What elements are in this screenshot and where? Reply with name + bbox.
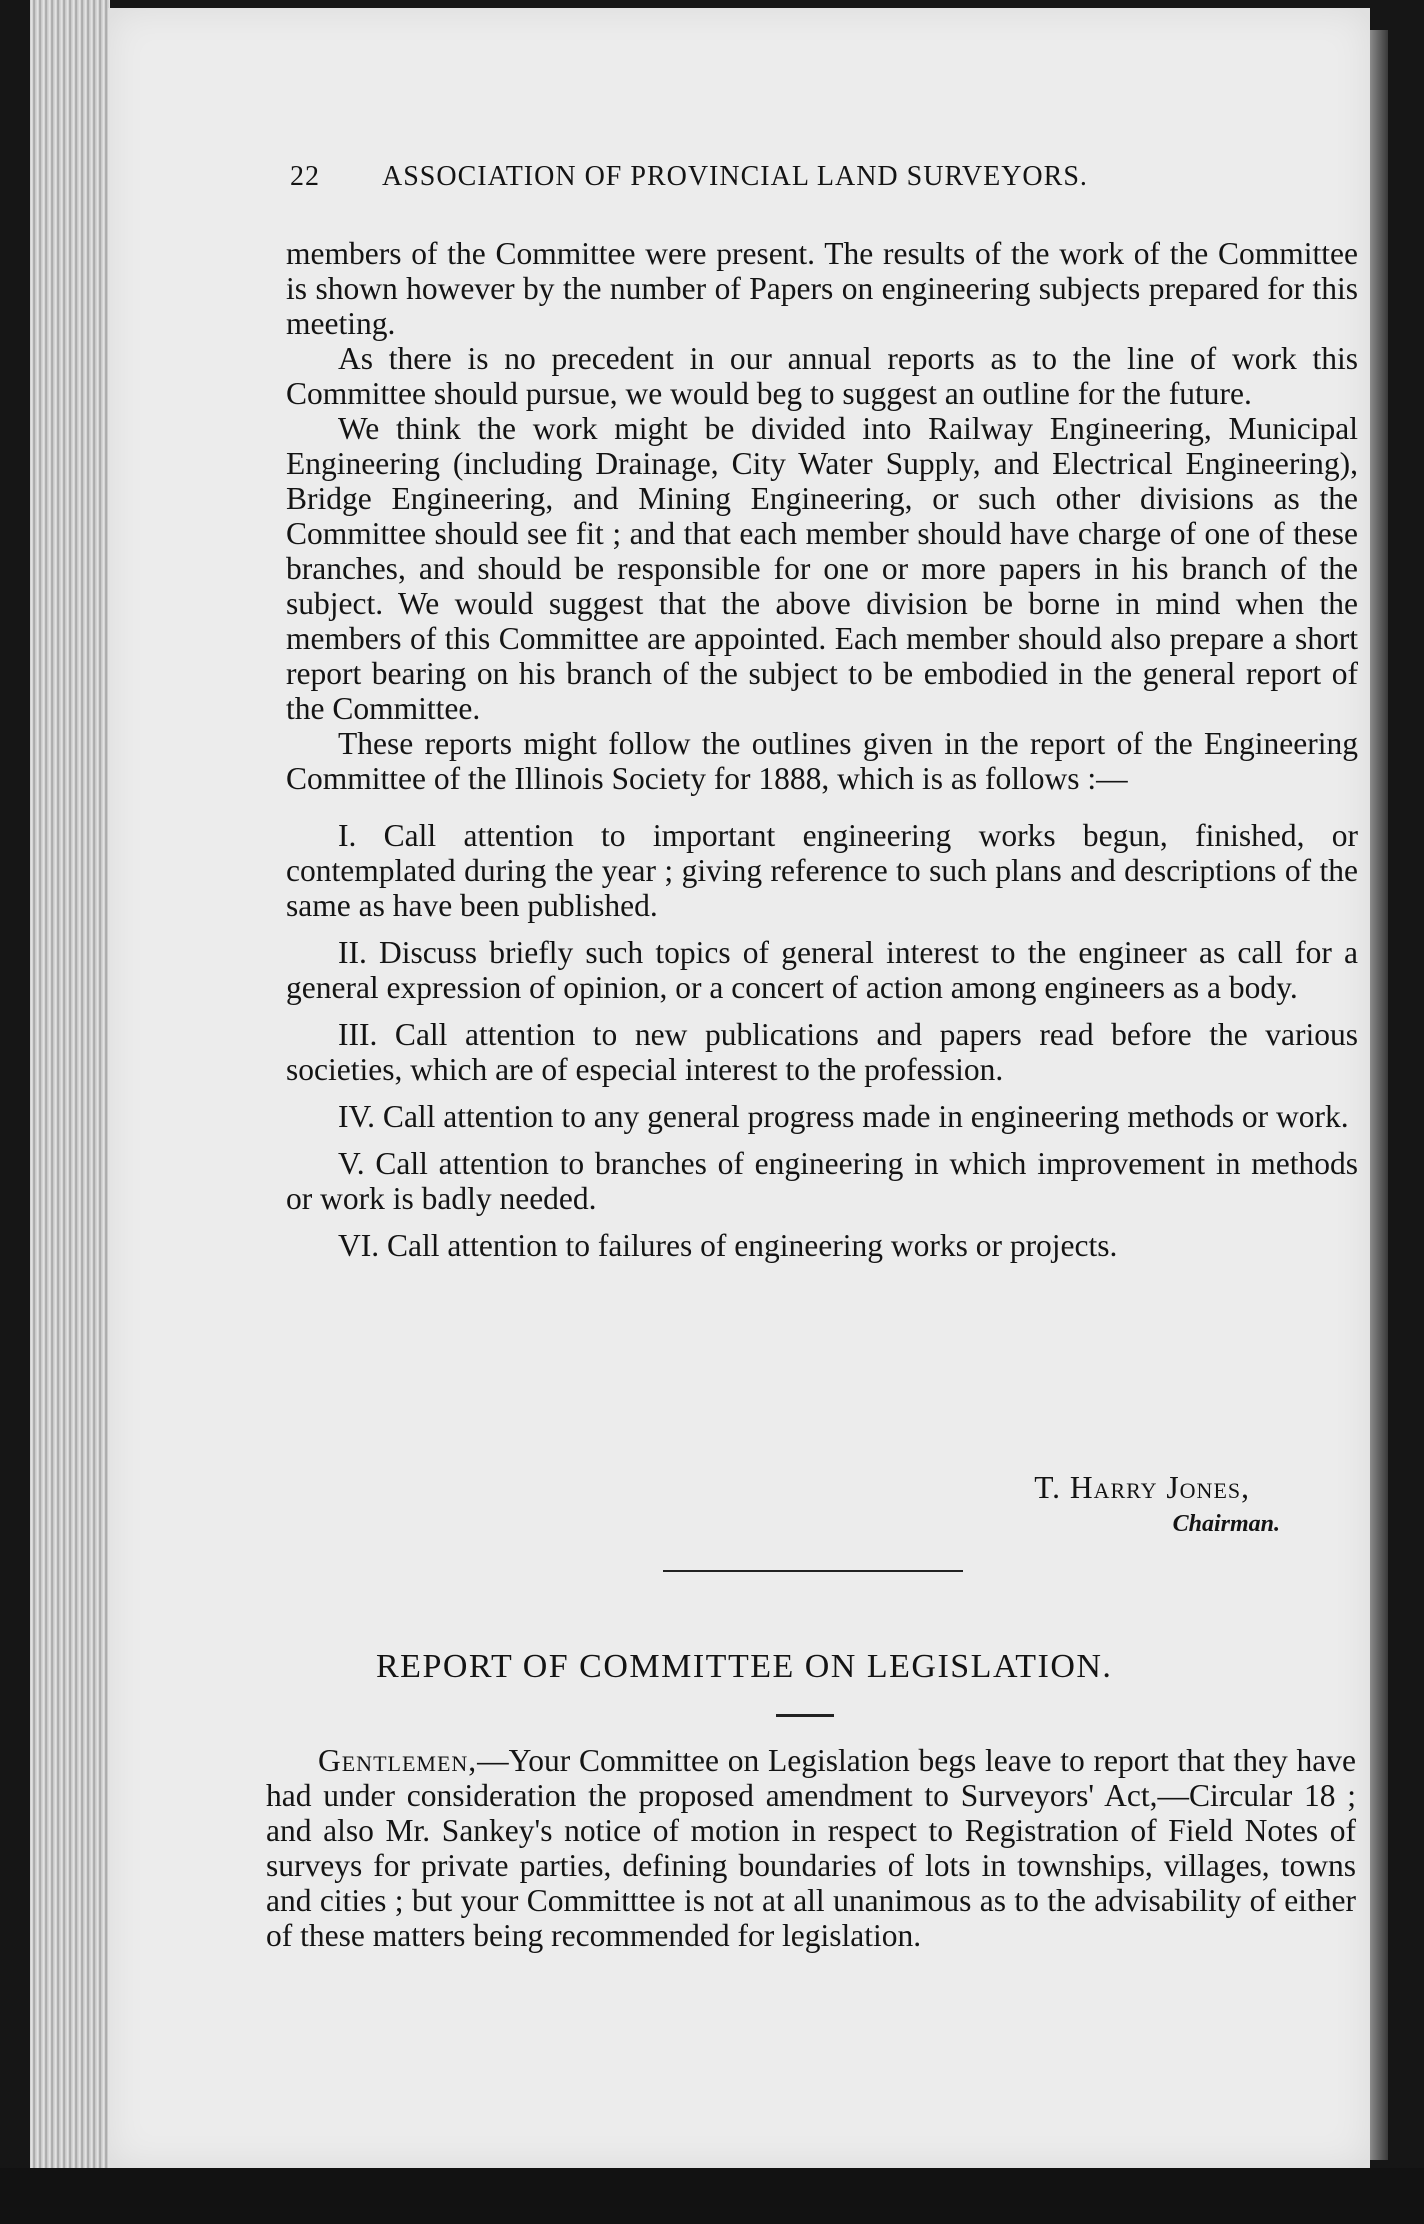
body-paragraph: We think the work might be divided into Railway Engineering, Municipal Engineering (including Drainage, City Water Supply, and Electrical Engineering), Bridge Engineering, and Mining Engineering, or such other divisions as the Committee should see fit ; and that each member should have charge of one of these branches, and should be responsible for one or more papers in his branch of the subject. We would suggest that the above division be borne in mind when the members of this Committee are appointed. Each member should also prepare a short report bearing on his branch of the subject to be embodied in the general report of the Committee. xyxy=(286,411,1358,726)
outline-item: I. Call attention to important engineering works begun, finished, or contemplated during the year ; giving reference to such plans and descriptions of the same as have been published. xyxy=(286,818,1358,923)
book-page xyxy=(108,8,1370,2168)
engineering-committee-report xyxy=(286,236,1358,1275)
body-paragraph: These reports might follow the outlines given in the report of the Engineering Committee of the Illinois Society for 1888, which is as follows :— xyxy=(286,726,1358,796)
outline-item: III. Call attention to new publications and papers read before the various societies, which are of especial interest to the profession. xyxy=(286,1017,1358,1087)
outline-item: V. Call attention to branches of engineering in which improvement in methods or work is badly needed. xyxy=(286,1146,1358,1216)
body-paragraph: members of the Committee were present. The results of the work of the Committee is shown however by the number of Papers on engineering subjects prepared for this meeting. xyxy=(286,236,1358,341)
running-header xyxy=(290,161,1350,193)
outline-item: IV. Call attention to any general progress made in engineering methods or work. xyxy=(338,1099,1349,1134)
signature-block xyxy=(108,1470,1280,1542)
heading-rule xyxy=(776,1714,834,1717)
body-paragraph: As there is no precedent in our annual reports as to the line of work this Committee should pursue, we would beg to suggest an outline for the future. xyxy=(286,341,1358,411)
signatory-name: T. Harry Jones, xyxy=(1034,1470,1250,1505)
scan-bottom-border xyxy=(0,2168,1424,2224)
signatory-title: Chairman. xyxy=(1172,1511,1280,1537)
salutation: Gentlemen, xyxy=(318,1743,478,1778)
book-page-edges xyxy=(30,0,110,2224)
section-divider xyxy=(663,1570,963,1572)
page-number: 22 xyxy=(290,161,320,192)
running-title: ASSOCIATION OF PROVINCIAL LAND SURVEYORS. xyxy=(382,161,1088,192)
page-gutter-shadow xyxy=(1370,30,1388,2160)
outline-list xyxy=(286,818,1358,1263)
outline-item: VI. Call attention to failures of engineering works or projects. xyxy=(338,1228,1118,1263)
page-content xyxy=(108,8,1370,2168)
legislation-paragraph xyxy=(266,1743,1356,1953)
legislation-report xyxy=(266,1743,1356,1953)
outline-item: II. Discuss briefly such topics of general interest to the engineer as call for a general expression of opinion, or a concert of action among engineers as a body. xyxy=(286,935,1358,1005)
legislation-text: —Your Committee on Legislation begs leave to report that they have had under consideration the proposed amendment to Surveyors' Act,—Circular 18 ; and also Mr. Sankey's notice of motion in respect to Registration of Field Notes of surveys for private parties, defining boundaries of lots in townships, villages, towns and cities ; but your Committtee is not at all unanimous as to the advisability of either of these matters being recommended for legislation. xyxy=(266,1743,1356,1953)
section-heading: REPORT OF COMMITTEE ON LEGISLATION. xyxy=(376,1648,1113,1685)
